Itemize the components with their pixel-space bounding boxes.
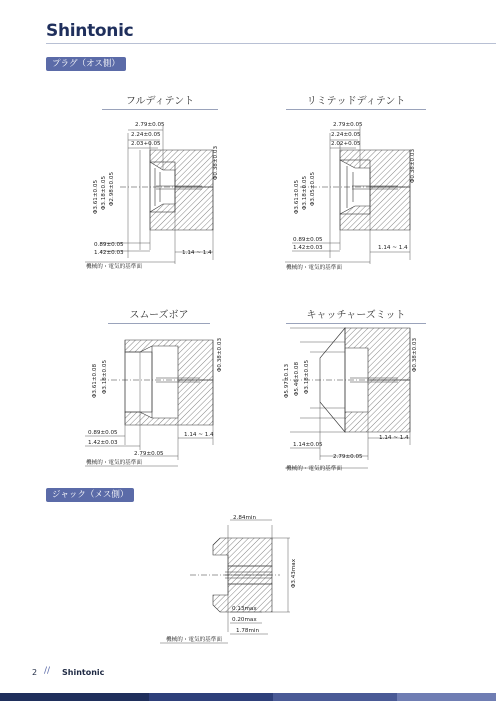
dim-full-7: Φ2.98±0.05 <box>109 172 115 206</box>
brand-logo: Shintonic <box>46 21 134 41</box>
footer-brand: Shintonic <box>62 668 105 677</box>
dim-full-9: 1.42±0.03 <box>94 250 124 256</box>
dim-lim-9: 1.42±0.03 <box>293 245 323 251</box>
dim-smooth-2: Φ3.61±0.08 <box>92 364 98 398</box>
ref-smooth: 機械的・電気的基準面 <box>86 460 142 466</box>
dim-catch-6: 1.14 ~ 1.4 <box>379 435 409 441</box>
dim-catch-3: Φ5.46±0.08 <box>294 362 300 396</box>
footer-bar-segment-1 <box>0 693 149 701</box>
dim-lim-3: 2.02+0.05 <box>331 141 361 147</box>
dim-catch-2: Φ5.97±0.13 <box>284 364 290 398</box>
dim-jack-1: 2.84min <box>233 515 257 521</box>
title-smooth-bore: スムーズボア <box>108 306 210 324</box>
section-tag-jack: ジャック（メス側） <box>46 488 134 502</box>
ref-jack: 機械的・電気的基準面 <box>166 637 222 643</box>
dim-full-8: 0.89±0.05 <box>94 242 124 248</box>
ref-lim: 機械的・電気的基準面 <box>286 265 342 271</box>
dim-jack-3: 0.13max <box>232 606 257 612</box>
dim-smooth-5: 1.42±0.03 <box>88 440 118 446</box>
ref-catch: 機械的・電気的基準面 <box>286 466 342 472</box>
dim-catch-1: Φ0.38±0.03 <box>412 338 418 372</box>
dim-full-2: 2.24±0.05 <box>131 132 161 138</box>
dim-smooth-6: 1.14 ~ 1.4 <box>184 432 214 438</box>
dim-lim-5: Φ3.61±0.05 <box>294 180 300 214</box>
dim-jack-5: 1.78min <box>236 628 260 634</box>
dim-catch-7: 2.79±0.05 <box>333 454 363 460</box>
dim-catch-4: Φ3.18±0.05 <box>304 360 310 394</box>
section-tag-plug: プラグ（オス側） <box>46 57 126 71</box>
dim-smooth-4: 0.89±0.05 <box>88 430 118 436</box>
footer-bar-segment-2 <box>149 693 273 701</box>
dim-full-1: 2.79±0.05 <box>135 122 165 128</box>
dim-smooth-3: Φ3.18±0.05 <box>102 360 108 394</box>
footer-bar-segment-4 <box>397 693 496 701</box>
title-catcher-limit: キャッチャーズミット <box>286 306 426 324</box>
dim-lim-1: 2.79±0.05 <box>333 122 363 128</box>
dim-full-4: Φ0.38±0.03 <box>213 146 219 180</box>
footer-bar-segment-3 <box>273 693 397 701</box>
dim-lim-2: 2.24±0.05 <box>331 132 361 138</box>
dim-smooth-1: Φ0.38±0.03 <box>217 338 223 372</box>
dim-lim-7: Φ3.05±0.05 <box>310 172 316 206</box>
page-number: 2 <box>32 668 38 677</box>
dim-jack-2: Φ3.43max <box>291 558 297 588</box>
footer-divider: // <box>44 666 51 676</box>
dim-full-6: Φ3.18±0.05 <box>101 176 107 210</box>
dim-lim-8: 0.89±0.05 <box>293 237 323 243</box>
dim-full-5: Φ3.61±0.05 <box>93 180 99 214</box>
dim-lim-10: 1.14 ~ 1.4 <box>378 245 408 251</box>
ref-full: 機械的・電気的基準面 <box>86 264 142 270</box>
dim-full-3: 2.03+0.05 <box>131 141 161 147</box>
dim-smooth-7: 2.79±0.05 <box>134 451 164 457</box>
dim-lim-4: Φ0.38±0.03 <box>410 149 416 183</box>
drawing-smooth-bore <box>85 340 213 466</box>
footer-color-bar <box>0 693 496 701</box>
dim-lim-6: Φ3.18±0.05 <box>302 176 308 210</box>
drawing-jack <box>160 520 290 643</box>
dim-full-10: 1.14 ~ 1.4 <box>182 250 212 256</box>
dim-jack-4: 0.20max <box>232 617 257 623</box>
title-full-detent: フルディテント <box>102 92 218 110</box>
dim-catch-5: 1.14±0.05 <box>293 442 323 448</box>
title-limited-detent: リミテッドディテント <box>286 92 426 110</box>
